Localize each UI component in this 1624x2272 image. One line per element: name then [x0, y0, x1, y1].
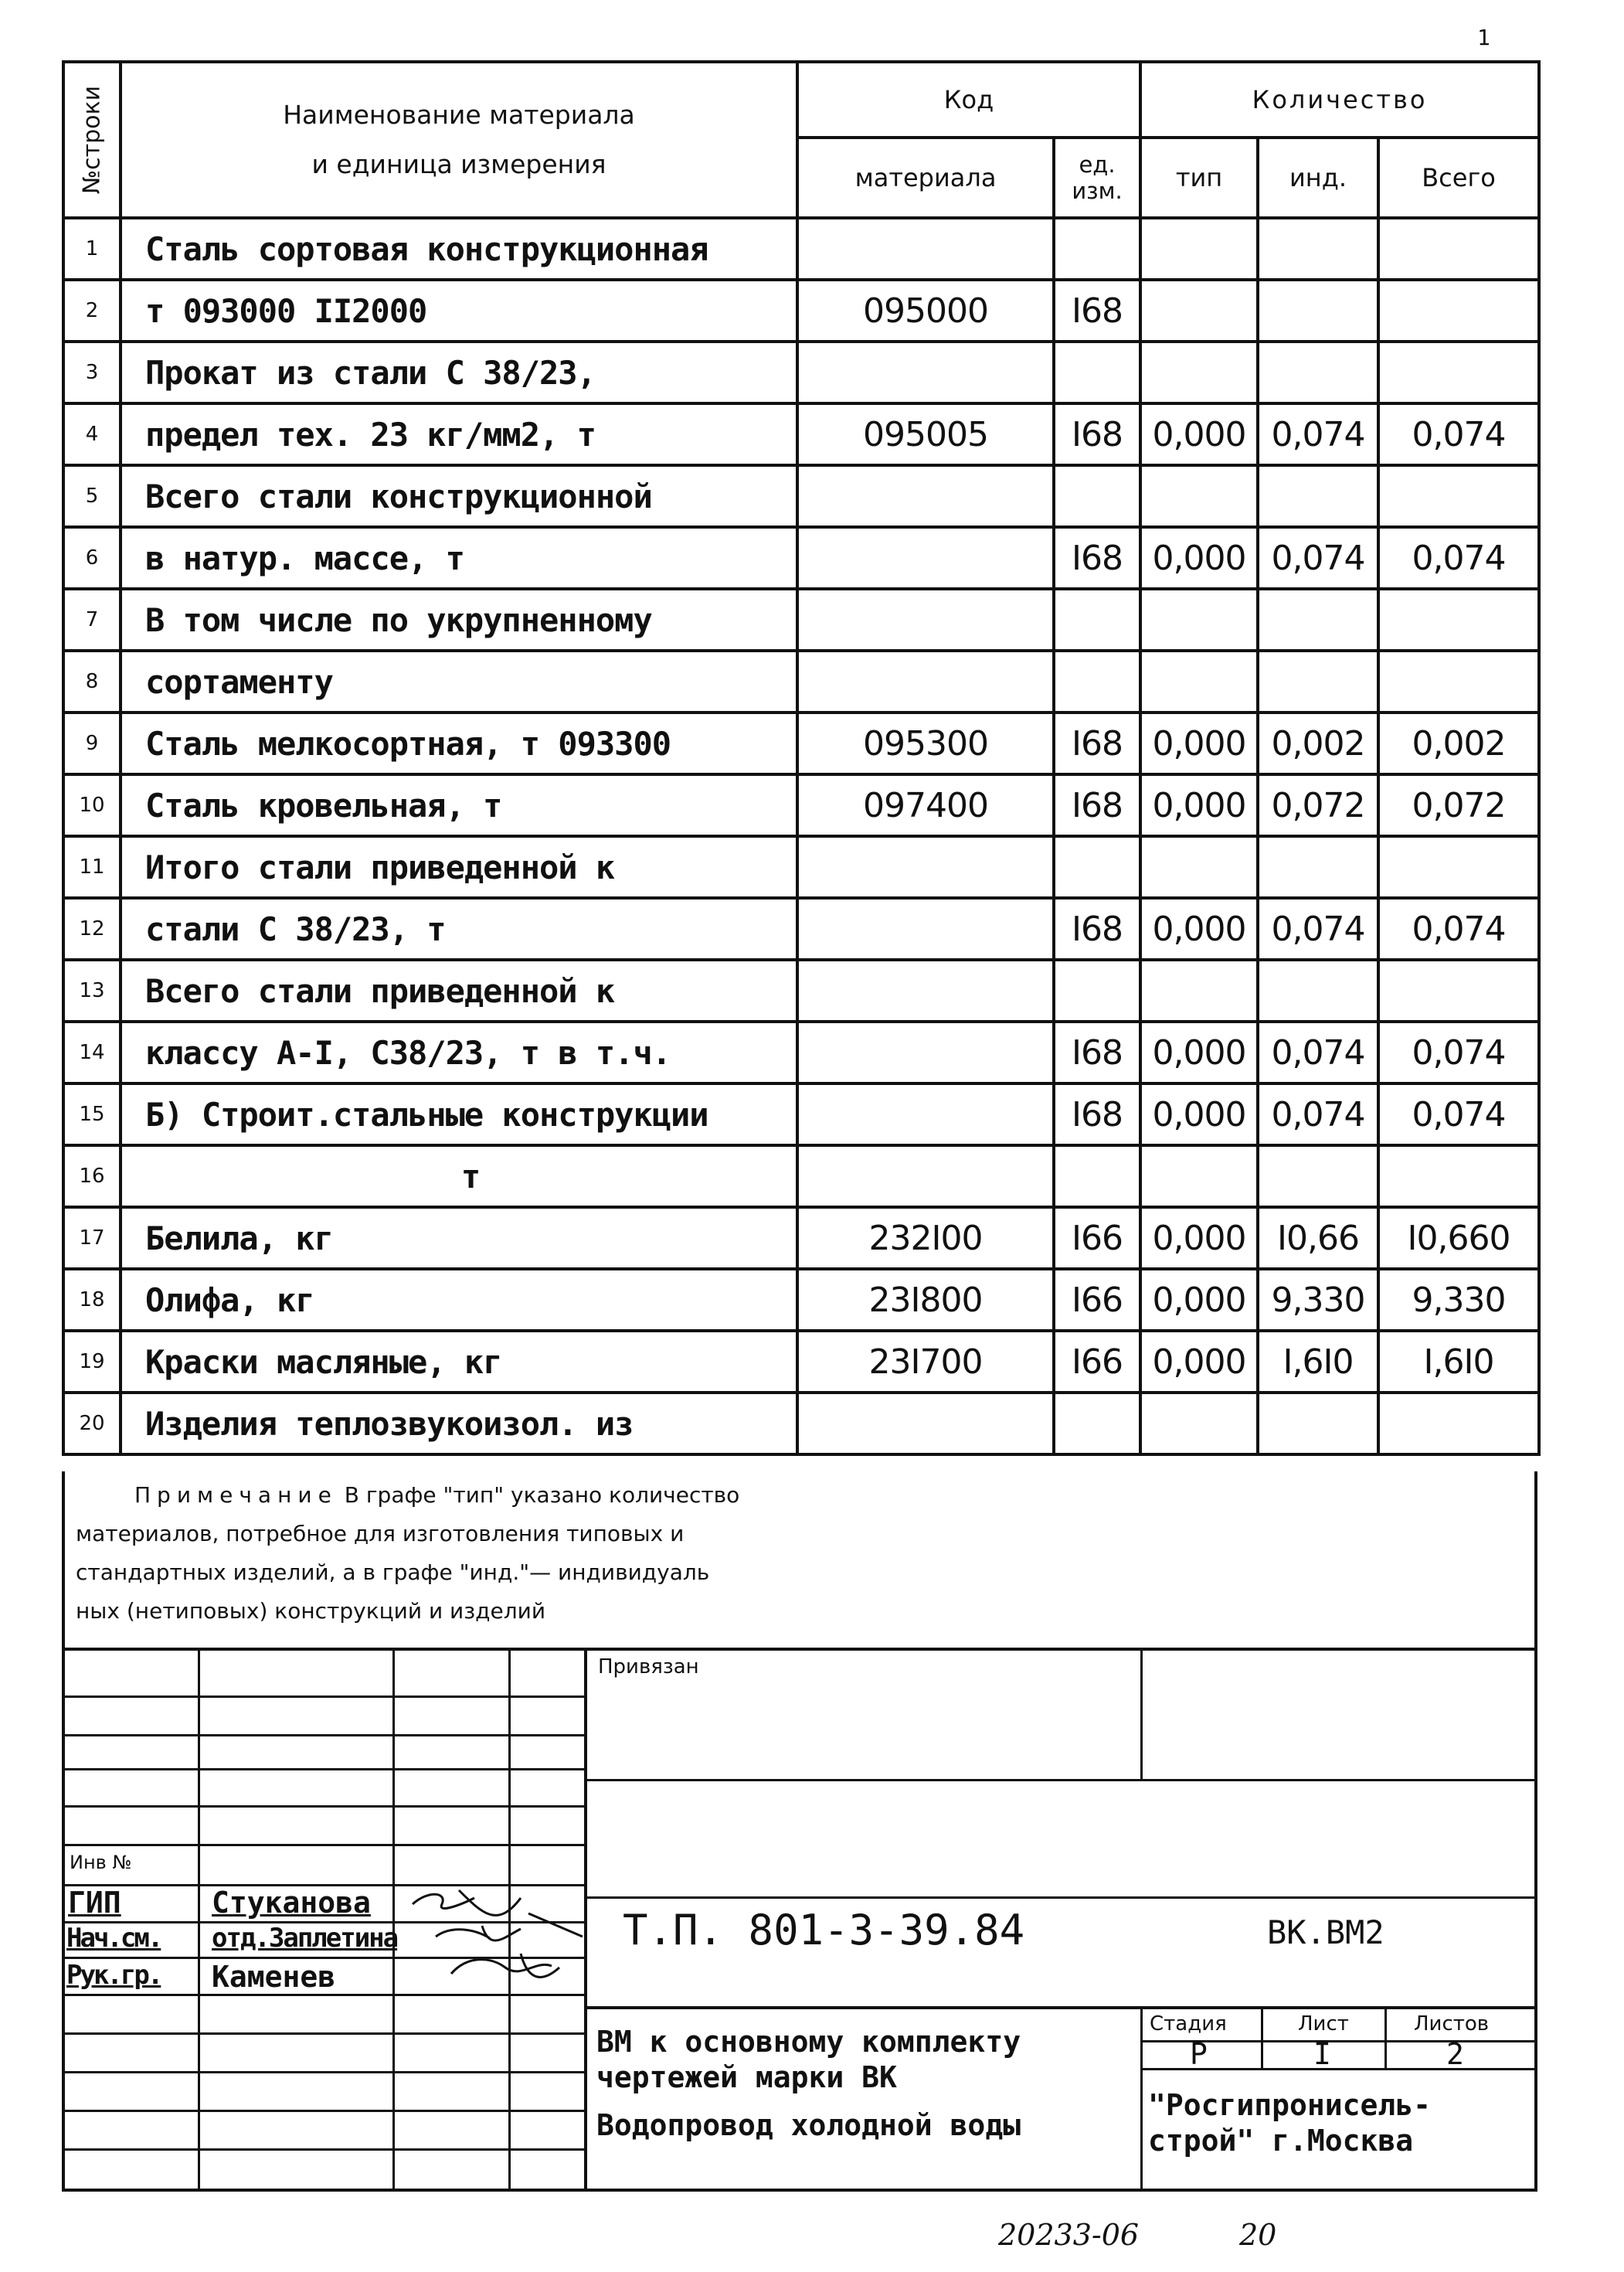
unit-code-cell [1054, 342, 1140, 403]
table-row [63, 1393, 1539, 1454]
table-row [63, 1207, 1539, 1269]
qty-total-cell [1378, 836, 1539, 898]
stage-value: Р [1190, 2037, 1208, 2071]
qty-total-cell: I,6I0 [1378, 1331, 1539, 1393]
material-name-cell: Сталь кровельная, т [121, 774, 797, 836]
material-name-cell: предел тех. 23 кг/мм2, т [121, 403, 797, 465]
material-code-header: материала [797, 138, 1054, 218]
qty-ind-cell [1258, 836, 1378, 898]
qty-ind-cell: I0,66 [1258, 1207, 1378, 1269]
row-number-cell: 5 [63, 465, 121, 527]
material-code-cell [797, 1083, 1054, 1145]
table-row [63, 1022, 1539, 1083]
row-number-cell: 9 [63, 713, 121, 774]
unit-code-cell [1054, 651, 1140, 713]
qty-type-cell: 0,000 [1140, 713, 1258, 774]
qty-total-cell [1378, 651, 1539, 713]
table-row [63, 651, 1539, 713]
material-code-cell: 23I700 [797, 1331, 1054, 1393]
material-name-cell: классу А-I, С38/23, т в т.ч. [121, 1022, 797, 1083]
unit-code-cell: I66 [1054, 1269, 1140, 1331]
table-row [63, 280, 1539, 342]
note-line-4: ных (нетиповых) конструкций и изделий [76, 1598, 546, 1624]
table-row [63, 1269, 1539, 1331]
material-name-cell: т 093000 II2000 [121, 280, 797, 342]
material-name-cell: Сталь сортовая конструкционная [121, 218, 797, 280]
qty-ind-cell: I,6I0 [1258, 1331, 1378, 1393]
unit-header: ед. изм. [1054, 138, 1140, 218]
qty-type-cell [1140, 280, 1258, 342]
material-name-header: Наименование материала и единица измерения [121, 62, 797, 218]
qty-type-cell: 0,000 [1140, 1207, 1258, 1269]
qty-type-cell [1140, 1393, 1258, 1454]
role-dept-head: Нач.см. [66, 1923, 161, 1954]
unit-code-cell [1054, 465, 1140, 527]
row-number-cell: 10 [63, 774, 121, 836]
row-number-cell: 15 [63, 1083, 121, 1145]
qty-ind-cell: 0,074 [1258, 1022, 1378, 1083]
title-block [62, 1648, 1537, 2192]
qty-total-cell: 0,074 [1378, 403, 1539, 465]
qty-total-cell [1378, 960, 1539, 1022]
qty-total-cell: 0,074 [1378, 1022, 1539, 1083]
unit-code-cell: I68 [1054, 898, 1140, 960]
qty-ind-cell [1258, 589, 1378, 651]
total-header: Всего [1378, 138, 1539, 218]
qty-ind-cell: 0,074 [1258, 898, 1378, 960]
qty-total-cell: 0,074 [1378, 1083, 1539, 1145]
unit-code-cell: I68 [1054, 713, 1140, 774]
sheet-label: Лист [1298, 2012, 1349, 2036]
material-code-cell: 23I800 [797, 1269, 1054, 1331]
row-number-cell: 2 [63, 280, 121, 342]
qty-total-cell: 9,330 [1378, 1269, 1539, 1331]
material-name-cell: Краски масляные, кг [121, 1331, 797, 1393]
qty-type-cell [1140, 1145, 1258, 1207]
unit-code-cell [1054, 589, 1140, 651]
code-group-header: Код [797, 62, 1140, 138]
row-number-cell: 13 [63, 960, 121, 1022]
material-code-cell: 097400 [797, 774, 1054, 836]
note-line-3: стандартных изделий, а в графе "инд."— индивидуаль [76, 1559, 710, 1585]
qty-type-cell: 0,000 [1140, 527, 1258, 589]
unit-code-cell: I68 [1054, 1083, 1140, 1145]
note-line-1: Примечание В графе "тип" указано количество [134, 1482, 740, 1508]
bound-label: Привязан [598, 1655, 699, 1678]
material-name-cell: Сталь мелкосортная, т 093300 [121, 713, 797, 774]
table-row [63, 218, 1539, 280]
qty-type-cell [1140, 465, 1258, 527]
description-line-2: чертежей марки ВК [596, 2060, 897, 2094]
qty-ind-cell [1258, 342, 1378, 403]
material-code-cell [797, 1145, 1054, 1207]
material-code-cell [797, 342, 1054, 403]
qty-type-cell [1140, 651, 1258, 713]
unit-code-cell: I68 [1054, 280, 1140, 342]
type-header: тип [1140, 138, 1258, 218]
qty-ind-cell: 0,072 [1258, 774, 1378, 836]
row-number-cell: 18 [63, 1269, 121, 1331]
material-code-cell [797, 651, 1054, 713]
qty-ind-cell [1258, 218, 1378, 280]
unit-code-cell: I68 [1054, 774, 1140, 836]
row-number-cell: 14 [63, 1022, 121, 1083]
material-code-cell [797, 589, 1054, 651]
table-row [63, 527, 1539, 589]
unit-code-cell [1054, 1145, 1140, 1207]
qty-total-cell: 0,072 [1378, 774, 1539, 836]
material-name-cell: В том числе по укрупненному [121, 589, 797, 651]
material-name-cell: Прокат из стали С 38/23, [121, 342, 797, 403]
material-name-cell: Олифа, кг [121, 1269, 797, 1331]
table-row [63, 342, 1539, 403]
table-row [63, 960, 1539, 1022]
material-name-cell: стали С 38/23, т [121, 898, 797, 960]
unit-code-cell: I68 [1054, 1022, 1140, 1083]
sheets-value: 2 [1446, 2037, 1464, 2071]
material-code-cell [797, 960, 1054, 1022]
row-number-cell: 20 [63, 1393, 121, 1454]
qty-ind-cell [1258, 1145, 1378, 1207]
quantity-group-header: Количество [1140, 62, 1539, 138]
qty-total-cell: 0,074 [1378, 898, 1539, 960]
materials-table [62, 60, 1541, 1456]
qty-total-cell [1378, 1145, 1539, 1207]
materials-table-body [63, 218, 1539, 1454]
material-name-cell: Итого стали приведенной к [121, 836, 797, 898]
name-gip: Стуканова [212, 1886, 371, 1920]
table-row [63, 713, 1539, 774]
row-number-cell: 7 [63, 589, 121, 651]
table-row [63, 589, 1539, 651]
row-number-cell: 12 [63, 898, 121, 960]
qty-type-cell [1140, 342, 1258, 403]
material-code-cell: 095300 [797, 713, 1054, 774]
row-number-cell: 6 [63, 527, 121, 589]
qty-ind-cell: 0,002 [1258, 713, 1378, 774]
qty-type-cell: 0,000 [1140, 898, 1258, 960]
qty-total-cell [1378, 589, 1539, 651]
row-number-cell: 3 [63, 342, 121, 403]
unit-code-cell [1054, 836, 1140, 898]
footer-page-number: 20 [1239, 2218, 1277, 2252]
page-mark: 1 [1477, 25, 1490, 50]
qty-type-cell: 0,000 [1140, 1269, 1258, 1331]
qty-type-cell: 0,000 [1140, 1083, 1258, 1145]
material-code-cell: 095005 [797, 403, 1054, 465]
row-number-cell: 11 [63, 836, 121, 898]
row-number-cell: 8 [63, 651, 121, 713]
qty-type-cell [1140, 589, 1258, 651]
organization-line-2: строй" г.Москва [1148, 2124, 1414, 2158]
material-code-cell: 095000 [797, 280, 1054, 342]
material-code-cell [797, 1393, 1054, 1454]
unit-code-cell: I66 [1054, 1331, 1140, 1393]
qty-total-cell [1378, 465, 1539, 527]
material-code-cell [797, 218, 1054, 280]
material-name-cell: в натур. массе, т [121, 527, 797, 589]
description-line-1: ВМ к основному комплекту [596, 2025, 1021, 2059]
unit-code-cell [1054, 218, 1140, 280]
material-code-cell [797, 465, 1054, 527]
qty-ind-cell: 0,074 [1258, 527, 1378, 589]
material-name-cell: сортаменту [121, 651, 797, 713]
unit-code-cell [1054, 960, 1140, 1022]
material-code-cell [797, 898, 1054, 960]
table-row [63, 1083, 1539, 1145]
material-name-cell: т [121, 1145, 797, 1207]
qty-total-cell: 0,074 [1378, 527, 1539, 589]
qty-type-cell: 0,000 [1140, 774, 1258, 836]
document-mark: ВК.ВМ2 [1267, 1913, 1384, 1951]
table-row [63, 1331, 1539, 1393]
qty-total-cell: I0,660 [1378, 1207, 1539, 1269]
qty-total-cell [1378, 218, 1539, 280]
role-gip: ГИП [68, 1886, 121, 1920]
row-number-header: №строки [63, 62, 121, 218]
qty-type-cell [1140, 218, 1258, 280]
qty-ind-cell: 9,330 [1258, 1269, 1378, 1331]
table-row [63, 465, 1539, 527]
qty-ind-cell [1258, 1393, 1378, 1454]
organization-line-1: "Росгипронисель- [1148, 2088, 1432, 2122]
material-name-cell: Б) Строит.стальные конструкции [121, 1083, 797, 1145]
qty-ind-cell: 0,074 [1258, 1083, 1378, 1145]
row-number-cell: 1 [63, 218, 121, 280]
ind-header: инд. [1258, 138, 1378, 218]
table-row [63, 898, 1539, 960]
unit-code-cell: I68 [1054, 403, 1140, 465]
unit-code-cell [1054, 1393, 1140, 1454]
unit-code-cell: I66 [1054, 1207, 1140, 1269]
sheet-value: I [1313, 2037, 1331, 2071]
stage-label: Стадия [1150, 2012, 1227, 2036]
material-code-cell: 232I00 [797, 1207, 1054, 1269]
qty-total-cell [1378, 1393, 1539, 1454]
material-name-cell: Изделия теплозвукоизол. из [121, 1393, 797, 1454]
row-number-cell: 4 [63, 403, 121, 465]
table-row [63, 403, 1539, 465]
row-number-cell: 16 [63, 1145, 121, 1207]
qty-type-cell: 0,000 [1140, 1331, 1258, 1393]
name-group-head: Каменев [212, 1960, 336, 1994]
qty-ind-cell [1258, 465, 1378, 527]
document-code: Т.П. 801-3-39.84 [623, 1906, 1025, 1954]
qty-total-cell [1378, 342, 1539, 403]
qty-ind-cell [1258, 651, 1378, 713]
qty-type-cell [1140, 960, 1258, 1022]
qty-type-cell: 0,000 [1140, 403, 1258, 465]
table-row [63, 836, 1539, 898]
qty-type-cell: 0,000 [1140, 1022, 1258, 1083]
sheets-label: Листов [1414, 2012, 1490, 2036]
material-code-cell [797, 527, 1054, 589]
note-block [62, 1471, 1537, 1648]
qty-type-cell [1140, 836, 1258, 898]
material-code-cell [797, 1022, 1054, 1083]
qty-ind-cell: 0,074 [1258, 403, 1378, 465]
qty-total-cell [1378, 280, 1539, 342]
table-row [63, 1145, 1539, 1207]
material-name-cell: Всего стали приведенной к [121, 960, 797, 1022]
qty-ind-cell [1258, 960, 1378, 1022]
table-row [63, 774, 1539, 836]
material-name-cell: Всего стали конструкционной [121, 465, 797, 527]
qty-total-cell: 0,002 [1378, 713, 1539, 774]
signatures-image [405, 1883, 606, 1998]
inventory-number-label: Инв № [70, 1852, 132, 1873]
unit-code-cell: I68 [1054, 527, 1140, 589]
role-group-head: Рук.гр. [66, 1960, 161, 1991]
material-code-cell [797, 836, 1054, 898]
row-number-cell: 19 [63, 1331, 121, 1393]
description-line-3: Водопровод холодной воды [596, 2108, 1021, 2142]
row-number-cell: 17 [63, 1207, 121, 1269]
name-dept-head: отд.Заплетина [212, 1923, 398, 1954]
archive-number: 20233-06 [998, 2218, 1140, 2252]
qty-ind-cell [1258, 280, 1378, 342]
note-line-2: материалов, потребное для изготовления типовых и [76, 1521, 685, 1546]
material-name-cell: Белила, кг [121, 1207, 797, 1269]
